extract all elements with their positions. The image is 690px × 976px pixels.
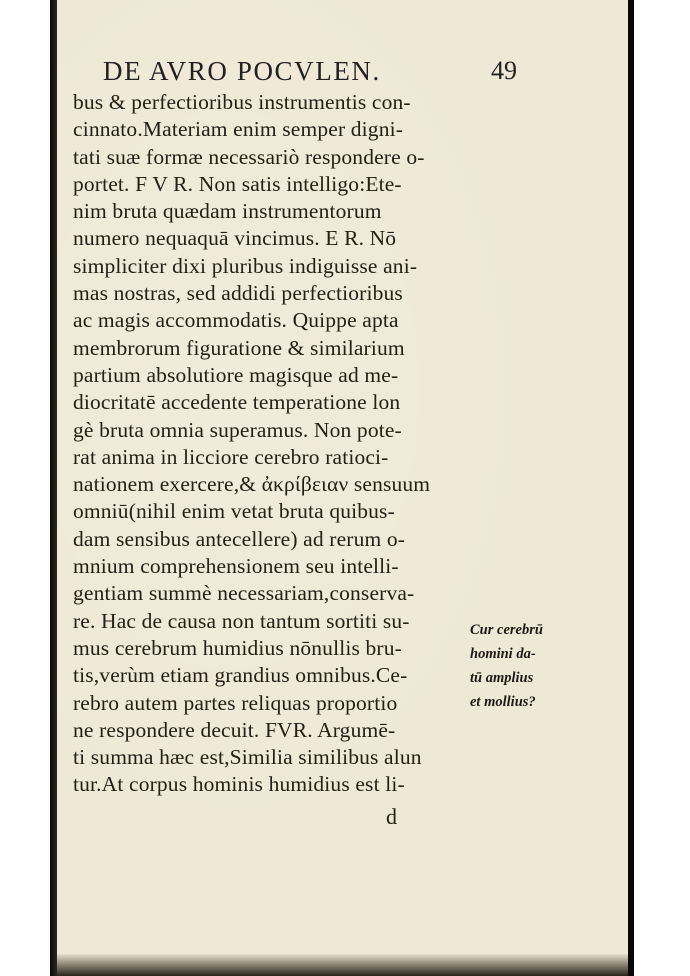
text-line: partium absolutiore magisque ad me- [73,362,399,387]
signature-mark: d [386,804,397,829]
text-line: mas nostras, sed addidi perfectioribus [73,281,403,306]
book-edge-right [628,0,634,976]
book-edge-left [50,0,57,976]
text-line: mnium comprehensionem seu intelli- [73,554,399,579]
text-line: portet. F V R. Non satis intelligo:Ete- [73,171,402,196]
margin-note-line: Cur cerebrū [470,622,543,638]
book-page [57,0,628,976]
text-line: diocritatē accedente temperatione lon [73,390,401,415]
text-line: dam sensibus antecellere) ad rerum o- [73,526,406,551]
text-line: rat anima in licciore cerebro ratioci- [73,444,389,469]
margin-note [470,618,625,714]
text-line: nationem exercere,& ἀκρίβειαν sensuum [73,472,431,497]
text-line: tis,verùm etiam grandius omnibus.Ce- [73,663,408,688]
text-line: tur.At corpus hominis humidius est li- [73,772,405,797]
text-line: ac magis accommodatis. Quippe apta [73,308,399,333]
margin-note-line: homini da- [470,646,536,662]
running-title: DE AVRO POCVLEN. [103,56,381,86]
text-line: ti summa hæc est,Similia similibus alun [73,745,422,770]
text-line: mus cerebrum humidius nōnullis bru- [73,635,402,660]
margin-note-line: et mollius? [470,694,536,710]
text-line: gè bruta omnia superamus. Non pote- [73,417,402,442]
text-line: simpliciter dixi pluribus indiguisse ani- [73,253,418,278]
body-text [73,89,533,799]
text-line: omniū(nihil enim vetat bruta quibus- [73,499,395,524]
page-bottom-edge [57,954,628,976]
text-line: re. Hac de causa non tantum sortiti su- [73,608,410,633]
page-header [103,56,523,90]
text-line: gentiam summè necessariam,conserva- [73,581,415,606]
text-line: tati suæ formæ necessariò respondere o- [73,144,425,169]
text-line: numero nequaquā vincimus. E R. Nō [73,226,397,251]
text-line: bus & perfectioribus instrumentis con- [73,90,411,114]
text-line: membrorum figuratione & similarium [73,335,405,360]
margin-note-line: tū amplius [470,670,534,686]
text-line: cinnato.Materiam enim semper digni- [73,117,404,142]
page-number: 49 [491,56,517,85]
text-line: nim bruta quædam instrumentorum [73,199,382,224]
text-line: ne respondere decuit. FVR. Argumē- [73,717,396,742]
text-line: rebro autem partes reliquas proportio [73,690,398,715]
